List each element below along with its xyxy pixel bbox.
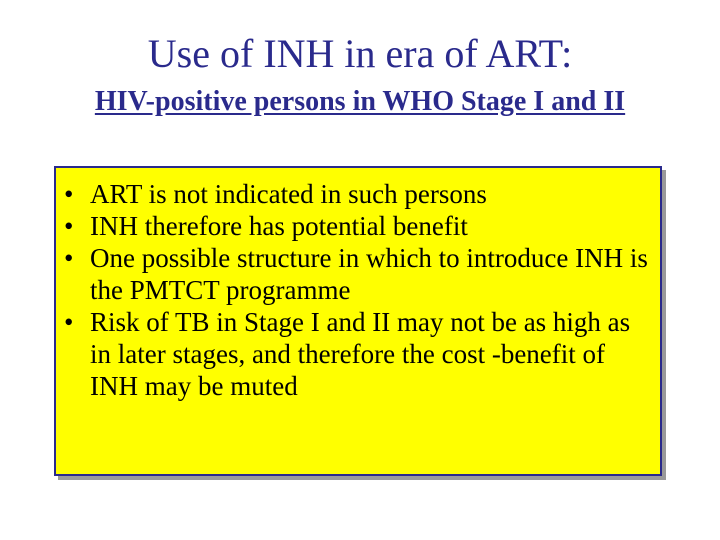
bullet-icon: • [64,243,74,273]
bullet-icon: • [64,179,74,209]
bullet-text: Risk of TB in Stage I and II may not be as high as in later stages, and therefore the cost -benefit of INH may be muted [90,307,631,401]
slide-subtitle: HIV-positive persons in WHO Stage I and II [94,86,626,117]
bullet-icon: • [64,307,74,337]
bullet-text: One possible structure in which to introduce INH is the PMTCT programme [90,243,648,305]
bullet-list [56,168,660,402]
bullet-item [64,242,652,306]
bullet-text: INH therefore has potential benefit [90,211,468,241]
bullet-item [64,178,652,210]
bullet-text: ART is not indicated in such persons [90,179,487,209]
slide-title: Use of INH in era of ART: [147,31,573,76]
bullet-box [54,166,662,476]
bullet-icon: • [64,211,74,241]
bullet-item [64,306,652,402]
bullet-item [64,210,652,242]
